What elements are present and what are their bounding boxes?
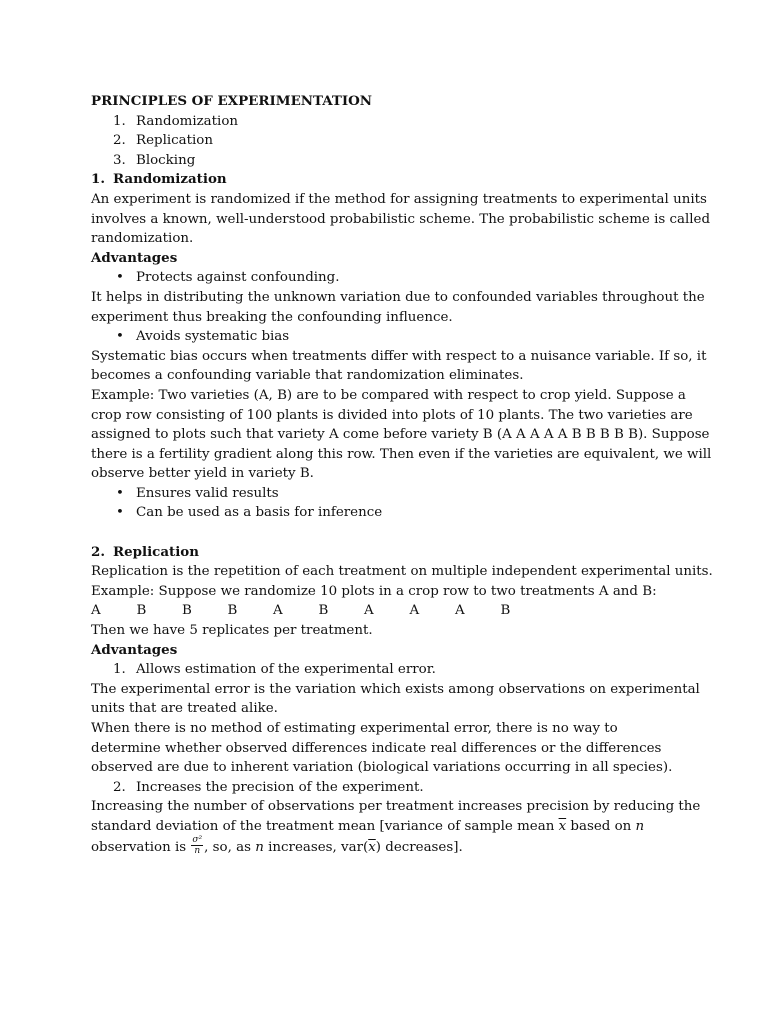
item-label: Allows estimation of the experimental error. [136,662,436,678]
bullet-label: Can be used as a basis for inference [136,505,383,521]
paragraph-line: there is a fertility gradient along this row. Then even if the varieties are equivalent, we will [91,446,712,462]
item-number: 2. [113,779,126,795]
bullet-icon: • [116,329,124,345]
sample-mean-symbol: $\overline{x}$ [368,839,376,855]
paragraph-line: Then we have 5 replicates per treatment. [91,623,373,639]
text-run: standard deviation of the treatment mean [variance of sample mean [91,818,559,834]
section-title: Randomization [113,171,227,188]
paragraph-line-with-math [91,834,681,858]
plot-label: B [500,603,511,619]
fraction-numerator: σ² [192,834,203,845]
paragraph-line-with-math [91,817,681,837]
plot-label: B [227,603,238,619]
toc-item [91,112,681,132]
paragraph-line: Systematic bias occurs when treatments differ with respect to a nuisance variable. If so, it [91,348,707,364]
plot-label: A [91,603,101,619]
toc-number: 1. [113,113,126,129]
toc-label: Randomization [136,113,238,129]
bullet-icon: • [116,505,124,521]
page-title: PRINCIPLES OF EXPERIMENTATION [91,93,373,109]
advantages-heading: Advantages [91,249,178,266]
text-run: ) decreases]. [375,839,463,855]
numbered-item [91,778,681,798]
advantages-heading: Advantages [91,641,178,658]
plot-label: A [455,603,465,619]
bullet-item [91,327,681,347]
section-number: 1. [91,171,105,188]
item-label: Increases the precision of the experiment. [136,779,424,795]
item-number: 1. [113,662,126,678]
bullet-item [91,268,681,288]
plot-label: B [136,603,147,619]
section-title: Replication [113,543,199,560]
bullet-icon: • [116,270,124,286]
variance-fraction [191,835,203,856]
paragraph-line: Example: Two varieties (A, B) are to be compared with respect to crop yield. Suppose a [91,387,686,403]
n-symbol: n [255,839,264,855]
paragraph-line: Increasing the number of observations per treatment increases precision by reducing the [91,799,701,815]
paragraph-line: determine whether observed differences indicate real differences or the differences [91,740,662,756]
plot-label: A [409,603,420,619]
paragraph-line: units that are treated alike. [91,701,278,717]
paragraph-line: When there is no method of estimating experimental error, there is no way to [91,721,618,736]
spacer [91,523,681,543]
section-number: 2. [91,543,105,560]
bullet-label: Ensures valid results [136,485,279,501]
toc-number: 3. [113,152,126,168]
paragraph-line: It helps in distributing the unknown variation due to confounded variables throughout the [91,289,705,305]
toc-item [91,151,681,171]
paragraph-line: involves a known, well-understood probabilistic scheme. The probabilistic scheme is called [91,211,711,227]
text-run: based on [566,818,636,834]
text-run: observation is [91,839,191,855]
toc-label: Replication [136,133,213,149]
numbered-item [91,660,681,680]
paragraph-line: An experiment is randomized if the method for assigning treatments to experimental units [91,191,707,207]
plot-label: A [273,603,283,619]
document-body [91,92,713,858]
sample-mean-symbol: $\overline{x}$ [558,818,567,834]
paragraph-line: Replication is the repetition of each treatment on multiple independent experimental units. [91,564,713,580]
paragraph-line: observe better yield in variety B. [91,466,314,482]
bullet-item [91,484,681,504]
bullet-label: Avoids systematic bias [136,329,290,345]
bullet-icon: • [116,485,124,501]
paragraph-line: randomization. [91,231,194,247]
bullet-item [91,503,681,523]
paragraph-line: assigned to plots such that variety A come before variety B (A A A A A B B B B B). Suppose [91,427,710,443]
plot-assignment-row [91,601,681,621]
section-heading-replication [91,543,681,563]
bullet-label: Protects against confounding. [136,270,340,286]
paragraph-line: crop row consisting of 100 plants is divided into plots of 10 plants. The two varieties are [91,407,693,423]
paragraph-line: Example: Suppose we randomize 10 plots in a crop row to two treatments A and B: [91,583,657,599]
text-run: increases, var( [263,839,369,855]
paragraph-line: The experimental error is the variation which exists among observations on experimental [91,681,700,697]
fraction-denominator: n [194,845,201,856]
toc-number: 2. [113,133,126,149]
toc-label: Blocking [136,152,196,168]
plot-label: B [318,603,329,619]
paragraph-line: becomes a confounding variable that randomization eliminates. [91,368,524,384]
section-heading-randomization [91,170,681,190]
paragraph-line: experiment thus breaking the confounding influence. [91,309,453,325]
paragraph-line: observed are due to inherent variation (biological variations occurring in all species). [91,760,673,776]
plot-label: B [182,603,192,619]
text-run: , so, as [204,839,256,855]
toc-item [91,131,681,151]
plot-label: A [364,603,374,619]
n-symbol: n [635,818,645,834]
